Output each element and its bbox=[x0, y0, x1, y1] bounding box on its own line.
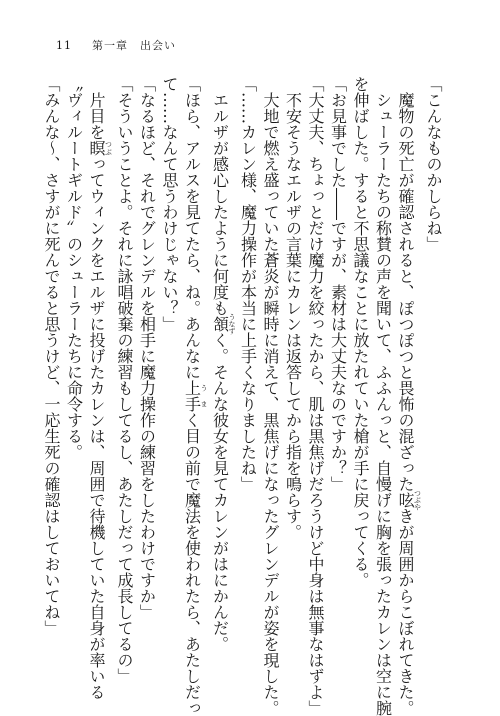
text-line: 〝ヴィルートギルド〟のシューラーたちに命令する。 bbox=[64, 76, 84, 460]
text-line: 「そういうことよ。それに詠唱破棄の練習もしてるし、あたしだって成長してるの」 bbox=[115, 76, 134, 684]
text-line: 「ほら、アルスを見てたら、ね。あんなに上手うまく目の前で魔法を使われたら、あたしだっ bbox=[182, 76, 208, 716]
text-line: 大地で燃え盛っていた蒼炎が瞬時に消えて、黒焦げになったグレンデルが姿を現した。 bbox=[261, 76, 280, 716]
text-line: 魔物の死亡が確認されると、ぽつぽつと畏怖の混ざった呟つぶやきが周囲からこぼれてきた。 bbox=[396, 76, 422, 716]
text-line: 「お見事でした――ですが、素材は大丈夫なのですか？」 bbox=[328, 76, 348, 492]
text-line: 片目を瞑つぶってウィンクをエルザに投げたカレンは、周囲で待機していた自身が率いる bbox=[87, 76, 113, 700]
vertical-body-text bbox=[42, 76, 444, 716]
page-number: 11 bbox=[56, 39, 72, 52]
text-line: エルザが感心したように何度も頷うなずく。そんな彼女を見てカレンがはにかんだ。 bbox=[210, 76, 236, 652]
text-line: て……なんて思うわけじゃない？」 bbox=[160, 76, 179, 332]
chapter-title: 第一章 出会い bbox=[92, 39, 176, 52]
running-header bbox=[56, 40, 176, 51]
text-line: 「みんな～、さすがに死んでると思うけど、一応生死の確認はしておいてね」 bbox=[42, 76, 61, 636]
text-line: 「……カレン様、魔力操作が本当に上手くなりましたね」 bbox=[238, 76, 258, 492]
furigana: 呟つぶや bbox=[396, 489, 422, 511]
text-line: を伸ばした。すると不思議なことに放たれていた槍が手に戻ってくる。 bbox=[351, 76, 370, 588]
text-line: シューラーたちの称賛の声を聞いて、ふふんっと、自慢げに胸を張ったカレンは空に腕 bbox=[373, 76, 393, 716]
furigana: 瞑つぶ bbox=[87, 140, 113, 156]
text-line: 「大丈夫、ちょっとだけ魔力を絞ったから、肌は黒焦げだろうけど中身は無事なはずよ」 bbox=[306, 76, 325, 716]
text-line: 不安そうなエルザの言葉にカレンは返答してから指を鳴らす。 bbox=[283, 76, 303, 540]
furigana: 頷うなず bbox=[210, 313, 236, 335]
text-line: 「なるほど、それでグレンデルを相手に魔力操作の練習をしたわけですか」 bbox=[137, 76, 157, 620]
furigana: 上手うま bbox=[182, 380, 208, 412]
text-line: 「こんなものかしらね」 bbox=[424, 76, 443, 252]
